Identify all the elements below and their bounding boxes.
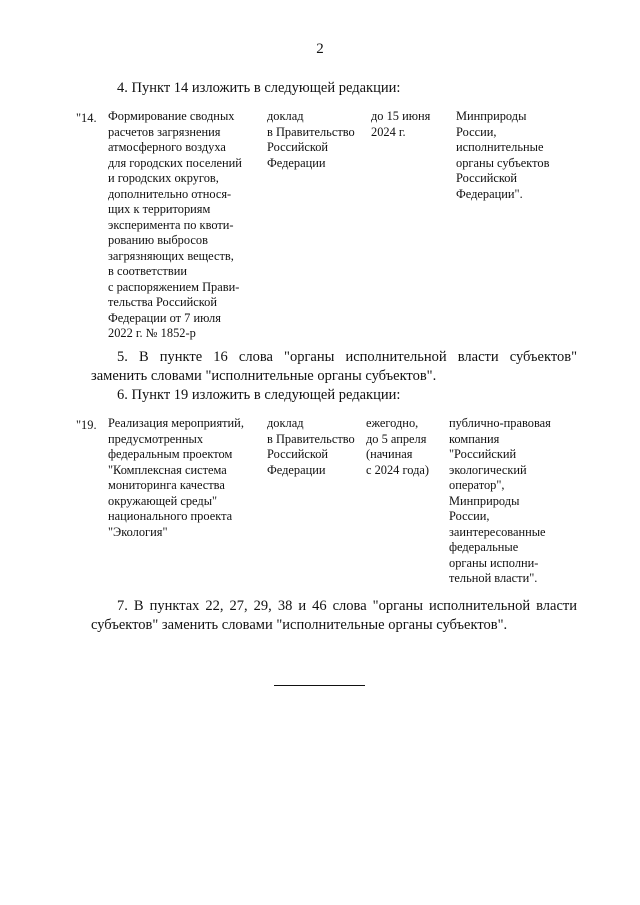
cell-line: Формирование сводных: [108, 109, 235, 123]
end-of-document-rule: [274, 685, 365, 686]
item-7-line-2: субъектов" заменить словами "исполнительные органы субъектов".: [91, 617, 508, 633]
cell-line: 2022 г. № 1852-р: [108, 326, 196, 340]
page-number: 2: [316, 41, 324, 57]
cell-line: с распоряжением Прави-: [108, 279, 240, 294]
row-14-deadline-cell: [371, 109, 445, 140]
cell-line: Российской: [267, 140, 329, 154]
cell-line: органы субъектов: [456, 155, 550, 170]
cell-line: заинтересованные: [449, 524, 546, 539]
cell-line: Федерации: [267, 462, 326, 477]
cell-line: "Комплексная система: [108, 462, 227, 477]
cell-line: Федерации от 7 июля: [108, 310, 221, 325]
row-19-responsible-cell: [449, 416, 575, 587]
cell-line: 2024 г.: [371, 124, 406, 139]
cell-line: федеральные: [449, 540, 519, 554]
item-6-heading: 6. Пункт 19 изложить в следующей редакции:: [117, 387, 401, 403]
cell-line: дополнительно относя-: [108, 186, 232, 201]
cell-line: тельства Российской: [108, 295, 218, 309]
cell-line: России,: [449, 509, 490, 523]
item-4-heading: 4. Пункт 14 изложить в следующей редакции:: [117, 80, 401, 96]
item-5-paragraph: [91, 348, 577, 386]
cell-line: компания: [449, 431, 500, 446]
cell-line: в соответствии: [108, 264, 187, 278]
item-7-line-1: 7. В пунктах 22, 27, 29, 38 и 46 слова "органы исполнительной власти: [117, 598, 577, 614]
cell-line: в Правительство: [267, 431, 355, 446]
cell-line: до 15 июня: [371, 109, 431, 123]
cell-line: "Экология": [108, 524, 168, 539]
cell-line: Минприроды: [456, 109, 527, 123]
cell-line: "Российский: [449, 447, 517, 461]
row-14-responsible-cell: [456, 109, 574, 202]
cell-line: экологический: [449, 462, 527, 477]
row-19-deadline-cell: [366, 416, 442, 478]
item-5-line-1: 5. В пункте 16 слова "органы исполнительной власти субъектов": [117, 349, 577, 365]
cell-line: загрязняющих веществ,: [108, 248, 234, 263]
item-7-paragraph: [91, 597, 577, 635]
cell-line: в Правительство: [267, 124, 355, 139]
item-5-line-2: заменить словами "исполнительные органы субъектов".: [91, 368, 437, 384]
cell-line: до 5 апреля: [366, 431, 427, 446]
row-14-number: "14.: [76, 111, 97, 125]
cell-line: для городских поселений: [108, 155, 242, 170]
cell-line: и городских округов,: [108, 171, 219, 185]
cell-line: Минприроды: [449, 493, 520, 508]
cell-line: ежегодно,: [366, 416, 419, 430]
cell-line: (начиная: [366, 447, 413, 461]
cell-line: исполнительные: [456, 140, 544, 154]
row-19-report-form-cell: [267, 416, 365, 478]
cell-line: мониторинга качества: [108, 478, 225, 492]
cell-line: щих к территориям: [108, 202, 211, 216]
row-14-report-form-cell: [267, 109, 365, 171]
cell-line: публично-правовая: [449, 416, 551, 430]
cell-line: тельной власти".: [449, 571, 538, 585]
cell-line: расчетов загрязнения: [108, 124, 221, 139]
cell-line: доклад: [267, 416, 304, 430]
cell-line: предусмотренных: [108, 431, 204, 446]
cell-line: эксперимента по квоти-: [108, 217, 234, 232]
row-19-number: "19.: [76, 418, 97, 432]
cell-line: Федерации: [267, 155, 326, 170]
cell-line: Российской: [456, 171, 518, 185]
row-19-task-cell: [108, 416, 258, 540]
row-14-task-cell: [108, 109, 256, 342]
cell-line: атмосферного воздуха: [108, 140, 226, 154]
cell-line: оператор",: [449, 478, 505, 492]
cell-line: Реализация мероприятий,: [108, 416, 244, 430]
cell-line: с 2024 года): [366, 462, 430, 477]
cell-line: окружающей среды": [108, 493, 218, 508]
cell-line: национального проекта: [108, 509, 233, 523]
cell-line: рованию выбросов: [108, 233, 208, 247]
cell-line: федеральным проектом: [108, 447, 233, 461]
cell-line: Федерации".: [456, 186, 523, 201]
cell-line: доклад: [267, 109, 304, 123]
cell-line: Российской: [267, 447, 329, 461]
cell-line: России,: [456, 124, 497, 139]
cell-line: органы исполни-: [449, 555, 539, 570]
